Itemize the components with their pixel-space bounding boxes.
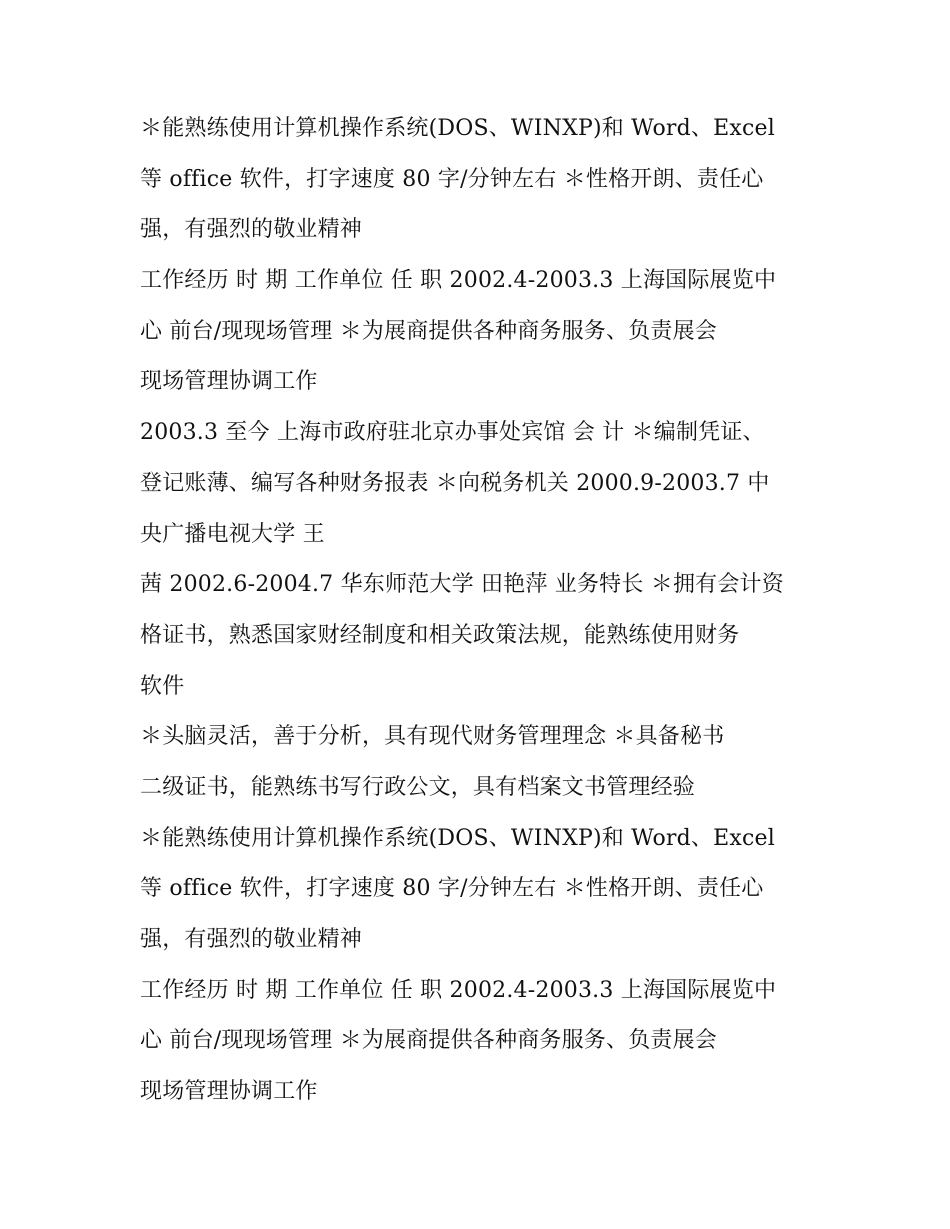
text-line: 登记账薄、编写各种财务报表 ＊向税务机关 2000.9-2003.7 中	[140, 470, 770, 496]
text-line: 2003.3 至今 上海市政府驻北京办事处宾馆 会 计 ＊编制凭证、	[140, 420, 765, 446]
text-line: ＊能熟练使用计算机操作系统(DOS、WINXP)和 Word、Excel	[140, 116, 775, 141]
text-line: 等 office 软件，打字速度 80 字/分钟左右 ＊性格开朗、责任心	[140, 166, 764, 192]
text-line: 格证书，熟悉国家财经制度和相关政策法规，能熟练使用财务	[140, 622, 740, 648]
text-line: ＊头脑灵活，善于分析，具有现代财务管理理念 ＊具备秘书	[140, 724, 725, 750]
text-line: 强，有强烈的敬业精神	[140, 927, 363, 952]
text-line: 茜 2002.6-2004.7 华东师范大学 田艳萍 业务特长 ＊拥有会计资	[140, 572, 784, 598]
text-line: 等 office 软件，打字速度 80 字/分钟左右 ＊性格开朗、责任心	[140, 876, 764, 902]
text-line: 强，有强烈的敬业精神	[140, 217, 363, 243]
text-line: 现场管理协调工作	[140, 1079, 318, 1105]
document-body	[140, 104, 820, 1118]
text-line: 二级证书，能熟练书写行政公文，具有档案文书管理经验	[140, 774, 696, 800]
text-line: 心 前台/现现场管理 ＊为展商提供各种商务服务、负责展会	[140, 1028, 718, 1054]
text-line: 现场管理协调工作	[140, 369, 318, 395]
text-line: ＊能熟练使用计算机操作系统(DOS、WINXP)和 Word、Excel	[140, 825, 775, 851]
text-line: 工作经历 时 期 工作单位 任 职 2002.4-2003.3 上海国际展览中	[140, 977, 777, 1003]
text-line: 心 前台/现现场管理 ＊为展商提供各种商务服务、负责展会	[140, 318, 718, 344]
text-line: 央广播电视大学 王	[140, 521, 325, 547]
text-line: 软件	[140, 673, 185, 699]
text-line: 工作经历 时 期 工作单位 任 职 2002.4-2003.3 上海国际展览中	[140, 268, 777, 294]
